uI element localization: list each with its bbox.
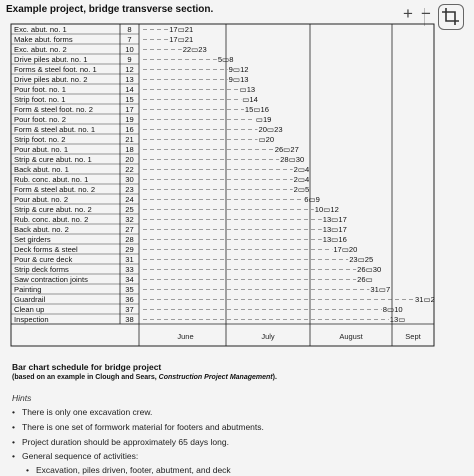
activity-name: Guardrail: [14, 295, 46, 304]
zoom-out-button[interactable]: −: [421, 4, 431, 23]
activity-duration: 25: [125, 205, 134, 214]
month-label: July: [261, 332, 275, 341]
activity-duration: 22: [125, 165, 134, 174]
bar-label: 22▭23: [182, 45, 207, 54]
activity-name: Strip foot. no. 2: [14, 135, 66, 144]
bar-label: 2▭5: [293, 185, 310, 194]
month-label: June: [177, 332, 194, 341]
activity-duration: 7: [127, 35, 132, 44]
bar-label: 31▭2: [415, 295, 435, 304]
bar-label: 31▭7: [370, 285, 391, 294]
activity-duration: 20: [125, 155, 134, 164]
activity-duration: 33: [125, 265, 134, 274]
activity-name: Make abut. forms: [14, 35, 73, 44]
month-label: August: [339, 332, 363, 341]
bar-label: 5▭8: [217, 55, 234, 64]
hint-item: • General sequence of activities:: [22, 451, 138, 461]
activity-name: Form & steel foot. no. 2: [14, 105, 93, 114]
hints-heading: Hints: [12, 393, 32, 403]
bar-label: 17▭21: [169, 35, 194, 44]
activity-name: Drive piles abut. no. 2: [14, 75, 88, 84]
activity-duration: 12: [125, 65, 134, 74]
activity-name: Pour foot. no. 2: [14, 115, 66, 124]
bar-label: ▭13: [239, 85, 256, 94]
hint-item: • Project duration should be approximately 65 days long.: [22, 437, 229, 447]
bar-label: 20▭23: [258, 125, 283, 134]
hint-item: • There is one set of formwork material for footers and abutments.: [22, 422, 264, 432]
activity-duration: 37: [125, 305, 134, 314]
activity-name: Exc. abut. no. 2: [14, 45, 67, 54]
activity-duration: 9: [127, 55, 132, 64]
activity-duration: 27: [125, 225, 134, 234]
bar-label: 13▭: [389, 315, 406, 324]
activity-duration: 13: [125, 75, 134, 84]
bar-label: ▭19: [255, 115, 272, 124]
bar-label: 26▭: [357, 275, 373, 284]
bar-label: 26▭30: [357, 265, 382, 274]
activity-name: Pour abut. no. 1: [14, 145, 69, 154]
activity-duration: 10: [125, 45, 134, 54]
activity-duration: 29: [125, 245, 134, 254]
bar-label: ▭14: [242, 95, 258, 104]
activity-duration: 35: [125, 285, 134, 294]
bar-label: 13▭17: [322, 215, 347, 224]
activity-name: Drive piles abut. no. 1: [14, 55, 88, 64]
activity-duration: 31: [125, 255, 134, 264]
activity-name: Set girders: [14, 235, 51, 244]
bar-label: 23▭25: [349, 255, 374, 264]
bar-label: 17▭21: [169, 25, 194, 34]
activity-duration: 34: [125, 275, 134, 284]
activity-duration: 18: [125, 145, 134, 154]
activity-name: Deck forms & steel: [14, 245, 78, 254]
chart-source: (based on an example in Clough and Sears, Construction Project Management).: [12, 374, 277, 381]
hint-subitem: • Excavation, piles driven, footer, abutment, and deck: [36, 465, 231, 475]
activity-duration: 36: [125, 295, 134, 304]
activity-duration: 17: [125, 105, 134, 114]
activity-duration: 24: [125, 195, 134, 204]
activity-duration: 32: [125, 215, 134, 224]
activity-duration: 38: [125, 315, 134, 324]
activity-name: Pour foot. no. 1: [14, 85, 66, 94]
activity-name: Back abut. no. 2: [14, 225, 69, 234]
bar-label: ▭20: [258, 135, 275, 144]
bar-label: 6▭9: [304, 195, 320, 204]
bar-label: 26▭27: [274, 145, 299, 154]
bar-label: 17▭20: [333, 245, 358, 254]
activity-duration: 21: [125, 135, 134, 144]
activity-name: Strip foot. no. 1: [14, 95, 66, 104]
activity-name: Strip & cure abut. no. 1: [14, 155, 92, 164]
bar-label: 2▭4: [293, 165, 310, 174]
activity-name: Inspection: [14, 315, 49, 324]
activity-name: Forms & steel foot. no. 1: [14, 65, 97, 74]
activity-name: Form & steel abut. no. 2: [14, 185, 96, 194]
activity-name: Painting: [14, 285, 42, 294]
chart-caption: Bar chart schedule for bridge project: [12, 362, 162, 372]
page-title: Example project, bridge transverse section.: [6, 4, 214, 15]
bar-label: 13▭16: [322, 235, 347, 244]
activity-name: Back abut. no. 1: [14, 165, 69, 174]
activity-name: Pour abut. no. 2: [14, 195, 69, 204]
activity-name: Exc. abut. no. 1: [14, 25, 67, 34]
activity-name: Strip & cure abut. no. 2: [14, 205, 92, 214]
bar-label: 9▭12: [228, 65, 249, 74]
activity-name: Rub. conc. abut. no. 2: [14, 215, 89, 224]
bar-label: 15▭16: [244, 105, 270, 114]
bar-label: 13▭17: [322, 225, 347, 234]
bar-label: 2▭4: [293, 175, 310, 184]
activity-duration: 15: [125, 95, 134, 104]
activity-duration: 8: [127, 25, 132, 34]
activity-duration: 19: [125, 115, 134, 124]
activity-duration: 28: [125, 235, 134, 244]
activity-duration: 14: [125, 85, 134, 94]
activity-duration: 30: [125, 175, 134, 184]
month-label: Sept: [405, 332, 421, 341]
activity-name: Clean up: [14, 305, 45, 314]
activity-name: Strip deck forms: [14, 265, 69, 274]
activity-name: Saw contraction joints: [14, 275, 88, 284]
activity-name: Rub. conc. abut. no. 1: [14, 175, 89, 184]
bar-label: 28▭30: [280, 155, 305, 164]
activity-name: Form & steel abut. no. 1: [14, 125, 96, 134]
bar-label: 8▭10: [382, 305, 403, 314]
hint-item: • There is only one excavation crew.: [22, 407, 152, 417]
activity-name: Pour & cure deck: [14, 255, 73, 264]
bar-label: 9▭13: [228, 75, 249, 84]
activity-duration: 23: [125, 185, 134, 194]
activity-duration: 16: [125, 125, 134, 134]
bar-label: 10▭12: [314, 205, 339, 214]
zoom-in-button[interactable]: +: [403, 4, 413, 23]
